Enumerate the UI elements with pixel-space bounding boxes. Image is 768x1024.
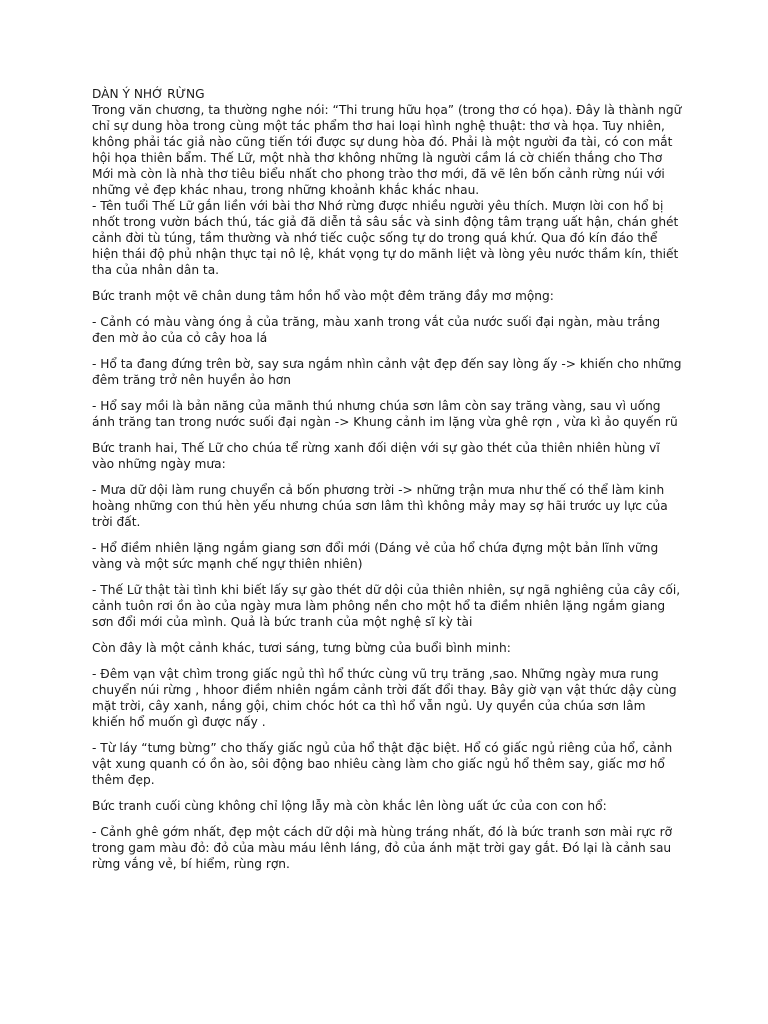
bullet-the-lu-talent: - Thế Lữ thật tài tình khi biết lấy sự gào thét dữ dội của thiên nhiên, sự ngã nghiêng của cây cối, cảnh tuôn rơi ồn ào của ngày mưa làm phông nền cho một hổ ta điềm nhiên lặng ngắm giang sơn đổi mới của mình. Quả là bức tranh của một nghệ sĩ kỳ tài <box>92 583 681 629</box>
bullet-night-sleep: - Đêm vạn vật chìm trong giấc ngủ thì hổ thức cùng vũ trụ trăng ,sao. Những ngày mưa rung chuyển núi rừng , hhoor điềm nhiên ngắm cảnh trời đất đổi thay. Bây giờ vạn vật thức dậy cùng mặt trời, cây xanh, nắng gội, chim chóc hót ca thì hổ vẫn ngủ. Uy quyền của chúa sơn lâm khiến hổ muốn gì được nấy . <box>92 667 677 729</box>
section-heading-picture-one: Bức tranh một vẽ chân dung tâm hồn hổ vào một đêm trăng đầy mơ mộng: <box>92 289 554 303</box>
bullet-moon-colors: - Cảnh có màu vàng óng ả của trăng, màu xanh trong vắt của nước suối đại ngàn, màu trắng đen mờ ảo của cỏ cây hoa lá <box>92 315 661 345</box>
bullet-tiger-standing: - Hổ ta đang đứng trên bờ, say sưa ngắm nhìn cảnh vật đẹp đến say lòng ấy -> khiến cho những đêm trăng trở nên huyền ảo hơn <box>92 357 682 387</box>
bullet-tiger-calm: - Hổ điềm nhiên lặng ngắm giang sơn đổi mới (Dáng vẻ của hổ chứa đựng một bản lĩnh vững vàng và một sức mạnh chế ngự thiên nhiên) <box>92 541 659 571</box>
document-page <box>92 86 682 882</box>
bullet-heavy-rain: - Mưa dữ dội làm rung chuyển cả bốn phương trời -> những trận mưa như thế có thể làm kinh hoàng những con thú hèn yếu nhưng chúa sơn lâm thì không mảy may sợ hãi trước uy lực của trời đất. <box>92 483 668 529</box>
intro-paragraph: Trong văn chương, ta thường nghe nói: “Thi trung hữu họa” (trong thơ có họa). Đây là thành ngữ chỉ sự dung hòa trong cùng một tác phẩm thơ hai loại hình nghệ thuật: thơ và họa. Tuy nhiên, không phải tác giả nào cũng tiến tới được sự dung hòa đó. Phải là một người đa tài, có con mắt hội họa thiên bẩm. Thế Lữ, một nhà thơ không những là người cầm lá cờ chiến thắng cho Thơ Mới mà còn là nhà thơ tiêu biểu nhất cho phong trào thơ mới, đã vẽ lên bốn cảnh rừng núi với những vẻ đẹp khác nhau, trong những khoảnh khắc khác nhau. <box>92 103 682 197</box>
section-heading-picture-two: Bức tranh hai, Thế Lữ cho chúa tể rừng xanh đối diện với sự gào thét của thiên nhiên hùng vĩ vào những ngày mưa: <box>92 441 660 471</box>
paragraph-author-intro: - Tên tuổi Thế Lữ gắn liền với bài thơ Nhớ rừng được nhiều người yêu thích. Mượn lời con hổ bị nhốt trong vườn bách thú, tác giả đã diễn tả sâu sắc và sinh động tâm trạng uất hận, chán ghét cảnh đời tù túng, tầm thường và nhớ tiếc cuộc sống tự do trong quá khứ. Qua đó kín đáo thể hiện thái độ phủ nhận thực tại nô lệ, khát vọng tự do mãnh liệt và lòng yêu nước thầm kín, thiết tha của nhân dân ta. <box>92 199 679 277</box>
bullet-tung-bung: - Từ láy “tưng bừng” cho thấy giấc ngủ của hổ thật đặc biệt. Hổ có giấc ngủ riêng của hổ, cảnh vật xung quanh có ồn ào, sôi động bao nhiêu càng làm cho giấc ngủ hổ thêm say, giấc mơ hổ thêm đẹp. <box>92 741 673 787</box>
bullet-tiger-drunk-moon: - Hổ say mồi là bản năng của mãnh thú nhưng chúa sơn lâm còn say trăng vàng, sau vì uống ánh trăng tan trong nước suối đại ngàn -> Khung cảnh im lặng vừa ghê rợn , vừa kì ảo quyến rũ <box>92 399 678 429</box>
section-heading-dawn: Còn đây là một cảnh khác, tươi sáng, tưng bừng của buổi bình minh: <box>92 641 511 655</box>
document-title: DÀN Ý NHỚ RỪNG <box>92 87 205 101</box>
bullet-red-lacquer: - Cảnh ghê gớm nhất, đẹp một cách dữ dội mà hùng tráng nhất, đó là bức tranh sơn mài rực rỡ trong gam màu đỏ: đỏ của màu máu lênh láng, đỏ của ánh mặt trời gay gắt. Đó lại là cảnh sau rừng vắng vẻ, bí hiểm, rùng rợn. <box>92 825 673 871</box>
section-heading-final-picture: Bức tranh cuối cùng không chỉ lộng lẫy mà còn khắc lên lòng uất ức của con con hổ: <box>92 799 607 813</box>
